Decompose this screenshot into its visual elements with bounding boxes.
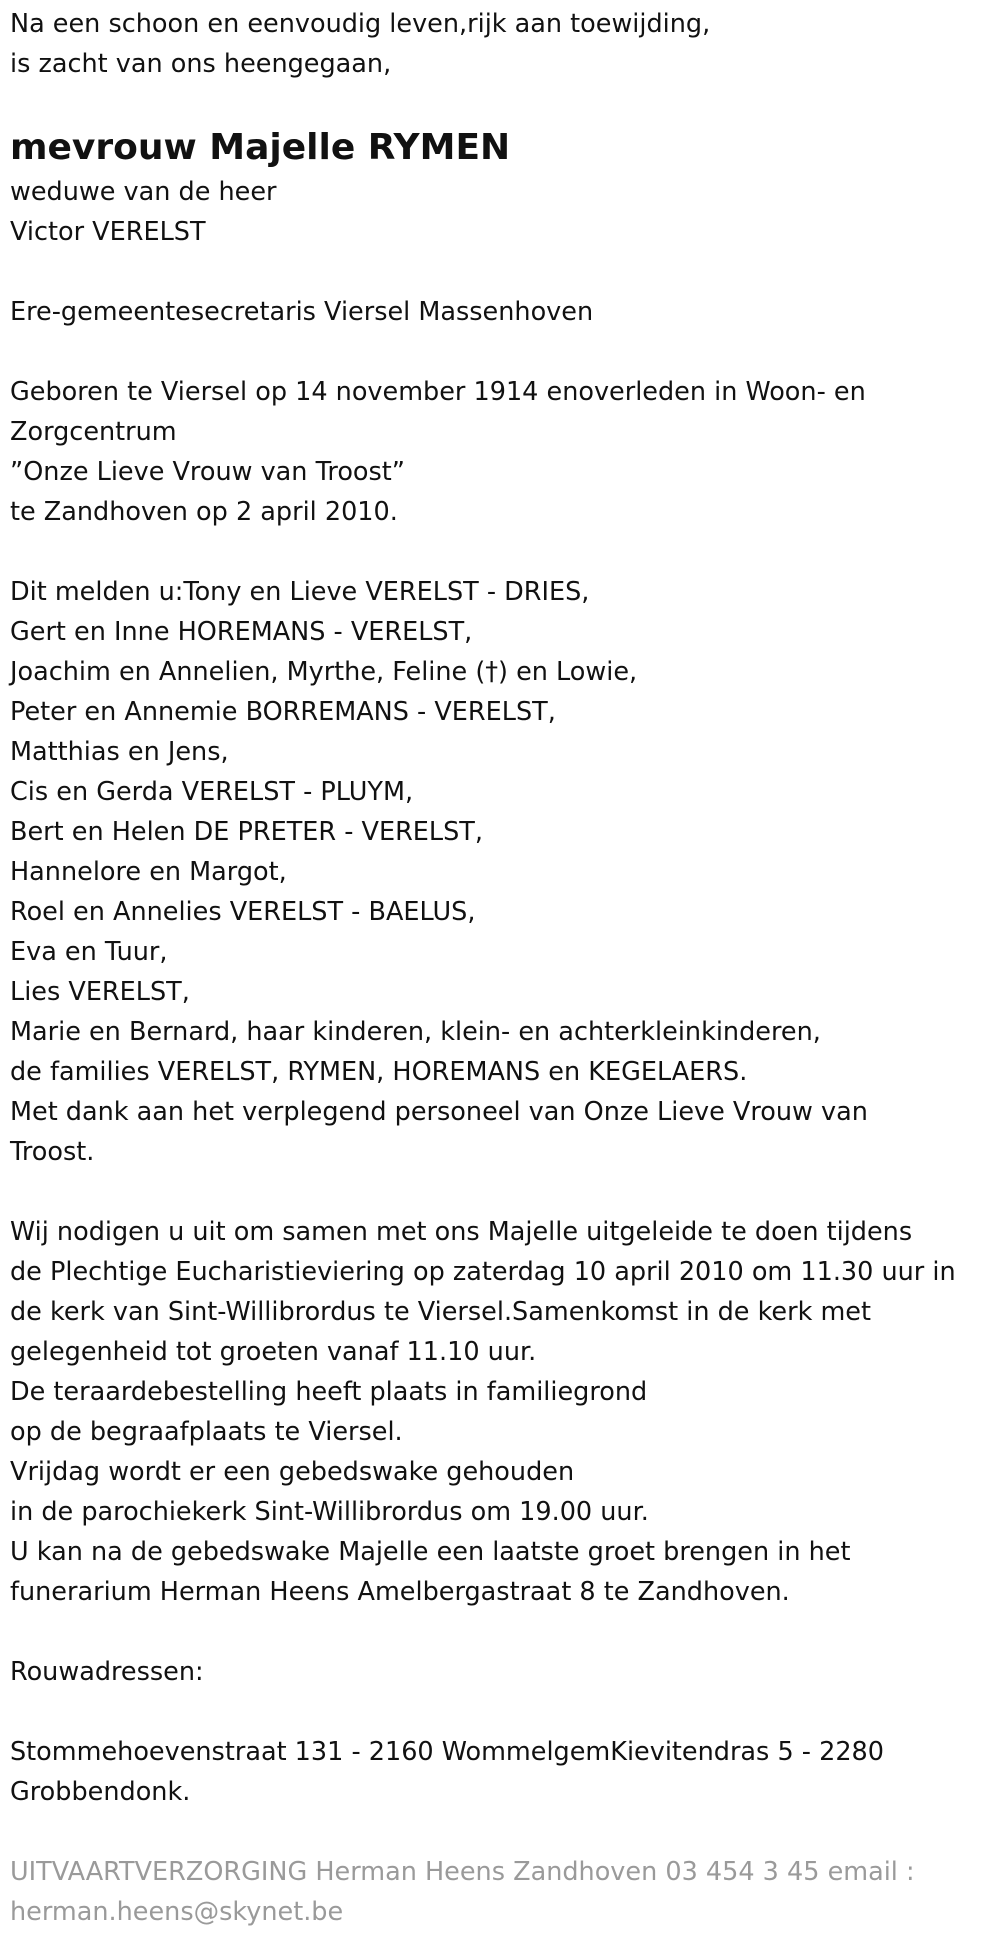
ceremony-line: De teraardebestelling heeft plaats in familiegrond — [10, 1377, 648, 1407]
deceased-name: mevrouw Majelle RYMEN — [10, 127, 511, 168]
family-line: Lies VERELST, — [10, 977, 190, 1007]
ceremony-line: funerarium Herman Heens Amelbergastraat 8 te Zandhoven. — [10, 1577, 790, 1607]
family-line: Eva en Tuur, — [10, 937, 168, 967]
family-line: de families VERELST, RYMEN, HOREMANS en KEGELAERS. — [10, 1057, 748, 1087]
ceremony-line: de kerk van Sint-Willibrordus te Viersel.Samenkomst in de kerk met — [10, 1297, 871, 1327]
intro-line: is zacht van ons heengegaan, — [10, 49, 392, 79]
obituary-notice — [10, 4, 1000, 1932]
footer-line: UITVAARTVERZORGING Herman Heens Zandhoven 03 454 3 45 email : — [10, 1857, 915, 1887]
funeral-director-footer — [10, 1852, 1000, 1932]
spouse-line: weduwe van de heer — [10, 177, 277, 207]
family-line: Troost. — [10, 1137, 95, 1167]
ceremony-line: de Plechtige Eucharistieviering op zaterdag 10 april 2010 om 11.30 uur in — [10, 1257, 956, 1287]
ceremony-line: op de begraafplaats te Viersel. — [10, 1417, 403, 1447]
family-line: Cis en Gerda VERELST - PLUYM, — [10, 777, 414, 807]
ceremony-line: Vrijdag wordt er een gebedswake gehouden — [10, 1457, 575, 1487]
condolence-addresses — [10, 1732, 1000, 1812]
family-line: Marie en Bernard, haar kinderen, klein- en achterkleinkinderen, — [10, 1017, 821, 1047]
ceremony-line: gelegenheid tot groeten vanaf 11.10 uur. — [10, 1337, 537, 1367]
birth-death-line: te Zandhoven op 2 april 2010. — [10, 497, 398, 527]
family-line: Met dank aan het verplegend personeel van Onze Lieve Vrouw van — [10, 1097, 868, 1127]
family-line: Joachim en Annelien, Myrthe, Feline (†) en Lowie, — [10, 657, 638, 687]
condolence-heading: Rouwadressen: — [10, 1657, 204, 1687]
birth-death-line: ”Onze Lieve Vrouw van Troost” — [10, 457, 406, 487]
family-line: Bert en Helen DE PRETER - VERELST, — [10, 817, 483, 847]
ceremony-line: U kan na de gebedswake Majelle een laatste groet brengen in het — [10, 1537, 851, 1567]
intro-line: Na een schoon en eenvoudig leven,rijk aan toewijding, — [10, 9, 711, 39]
family-line: Roel en Annelies VERELST - BAELUS, — [10, 897, 476, 927]
birth-death-block — [10, 372, 1000, 532]
intro-block — [10, 4, 1000, 84]
birth-death-line: Geboren te Viersel op 14 november 1914 enoverleden in Woon- en — [10, 377, 866, 407]
spouse-line: Victor VERELST — [10, 217, 206, 247]
condolence-address-line: Stommehoevenstraat 131 - 2160 WommelgemKievitendras 5 - 2280 — [10, 1737, 884, 1767]
family-block — [10, 572, 1000, 1172]
family-line: Matthias en Jens, — [10, 737, 229, 767]
ceremony-line: in de parochiekerk Sint-Willibrordus om 19.00 uur. — [10, 1497, 649, 1527]
honorary-title: Ere-gemeentesecretaris Viersel Massenhoven — [10, 297, 594, 327]
family-line: Dit melden u:Tony en Lieve VERELST - DRIES, — [10, 577, 590, 607]
footer-email: herman.heens@skynet.be — [10, 1897, 344, 1927]
ceremony-line: Wij nodigen u uit om samen met ons Majelle uitgeleide te doen tijdens — [10, 1217, 913, 1247]
ceremony-block — [10, 1212, 1000, 1612]
family-line: Hannelore en Margot, — [10, 857, 287, 887]
spouse-block — [10, 172, 1000, 252]
condolence-address-line: Grobbendonk. — [10, 1777, 191, 1807]
family-line: Gert en Inne HOREMANS - VERELST, — [10, 617, 473, 647]
birth-death-line: Zorgcentrum — [10, 417, 177, 447]
family-line: Peter en Annemie BORREMANS - VERELST, — [10, 697, 556, 727]
